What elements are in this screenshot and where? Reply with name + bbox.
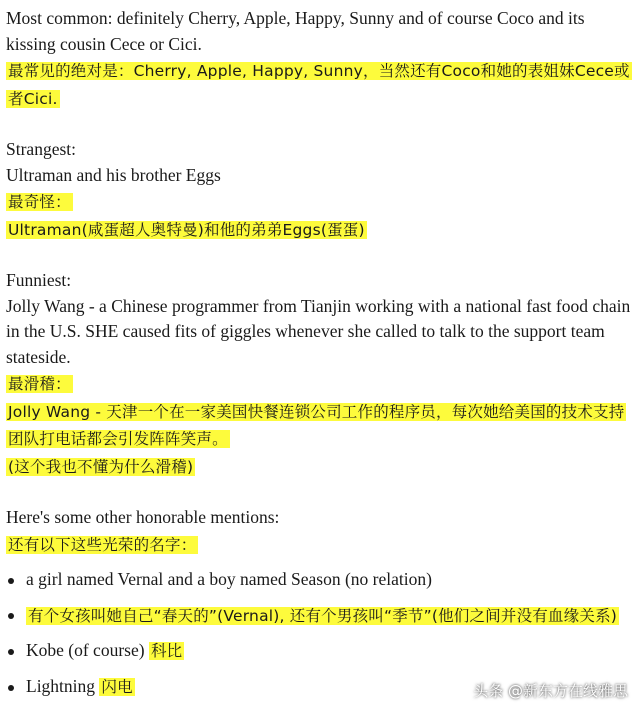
strangest-heading-zh: 最奇怪： bbox=[8, 193, 71, 211]
strangest-body-en: Ultraman and his brother Eggs bbox=[6, 164, 221, 185]
honorable-heading-zh-wrap bbox=[6, 531, 636, 559]
funniest-heading-zh: 最滑稽： bbox=[8, 375, 71, 393]
common-zh-wrap bbox=[6, 57, 636, 112]
strangest-heading-en: Strangest: bbox=[6, 139, 76, 159]
strangest-body-zh-wrap bbox=[6, 216, 636, 244]
list-item bbox=[6, 602, 636, 630]
list-item bbox=[6, 638, 636, 665]
watermark-text: 头条 @新东方在线雅思 bbox=[473, 681, 628, 700]
funniest-body-zh-wrap bbox=[6, 398, 636, 453]
honorable-heading-en: Here's some other honorable mentions: bbox=[6, 507, 280, 527]
item2-zh: 有个女孩叫她自己“春天的”(Vernal), 还有个男孩叫“季节”(他们之间并没有血缘关系) bbox=[28, 606, 618, 625]
spacer bbox=[6, 243, 636, 268]
item3-zh: 科比 bbox=[150, 642, 183, 660]
funniest-heading-zh-wrap bbox=[6, 370, 636, 398]
item1-en: a girl named Vernal and a boy named Season (no relation) bbox=[26, 569, 432, 589]
item4-zh: 闪电 bbox=[101, 677, 133, 696]
honorable-heading-zh: 还有以下这些光荣的名字： bbox=[8, 535, 197, 554]
spacer bbox=[6, 112, 636, 137]
funniest-note-zh-wrap bbox=[6, 453, 636, 481]
common-zh: 最常见的绝对是：Cherry, Apple, Happy, Sunny，当然还有Coco和她的表姐妹Cece或者Cici. bbox=[8, 62, 630, 108]
common-en: Most common: definitely Cherry, Apple, Happy, Sunny and of course Coco and its kissing cousin Cece or Cici. bbox=[6, 8, 585, 54]
funniest-note-zh: (这个我也不懂为什么滑稽) bbox=[8, 457, 194, 476]
item4-en: Lightning bbox=[26, 675, 100, 696]
spacer bbox=[6, 480, 636, 505]
list-item bbox=[6, 567, 636, 593]
funniest-heading-en: Funniest: bbox=[6, 270, 72, 290]
funniest-body-zh: Jolly Wang - 天津一个在一家美国快餐连锁公司工作的程序员，每次她给美国的技术支持团队打电话都会引发阵阵笑声。 bbox=[8, 402, 625, 448]
article-body bbox=[6, 6, 636, 709]
funniest-body-en: Jolly Wang - a Chinese programmer from Tianjin working with a national fast food chain in the U.S. SHE caused fits of giggles whenever she called to talk to the support team stateside. bbox=[6, 295, 631, 367]
strangest-heading-zh-wrap bbox=[6, 188, 636, 216]
item3-en: Kobe (of course) bbox=[26, 640, 149, 660]
strangest-body-zh: Ultraman(咸蛋超人奥特曼)和他的弟弟Eggs(蛋蛋) bbox=[8, 220, 365, 239]
watermark bbox=[473, 679, 628, 705]
